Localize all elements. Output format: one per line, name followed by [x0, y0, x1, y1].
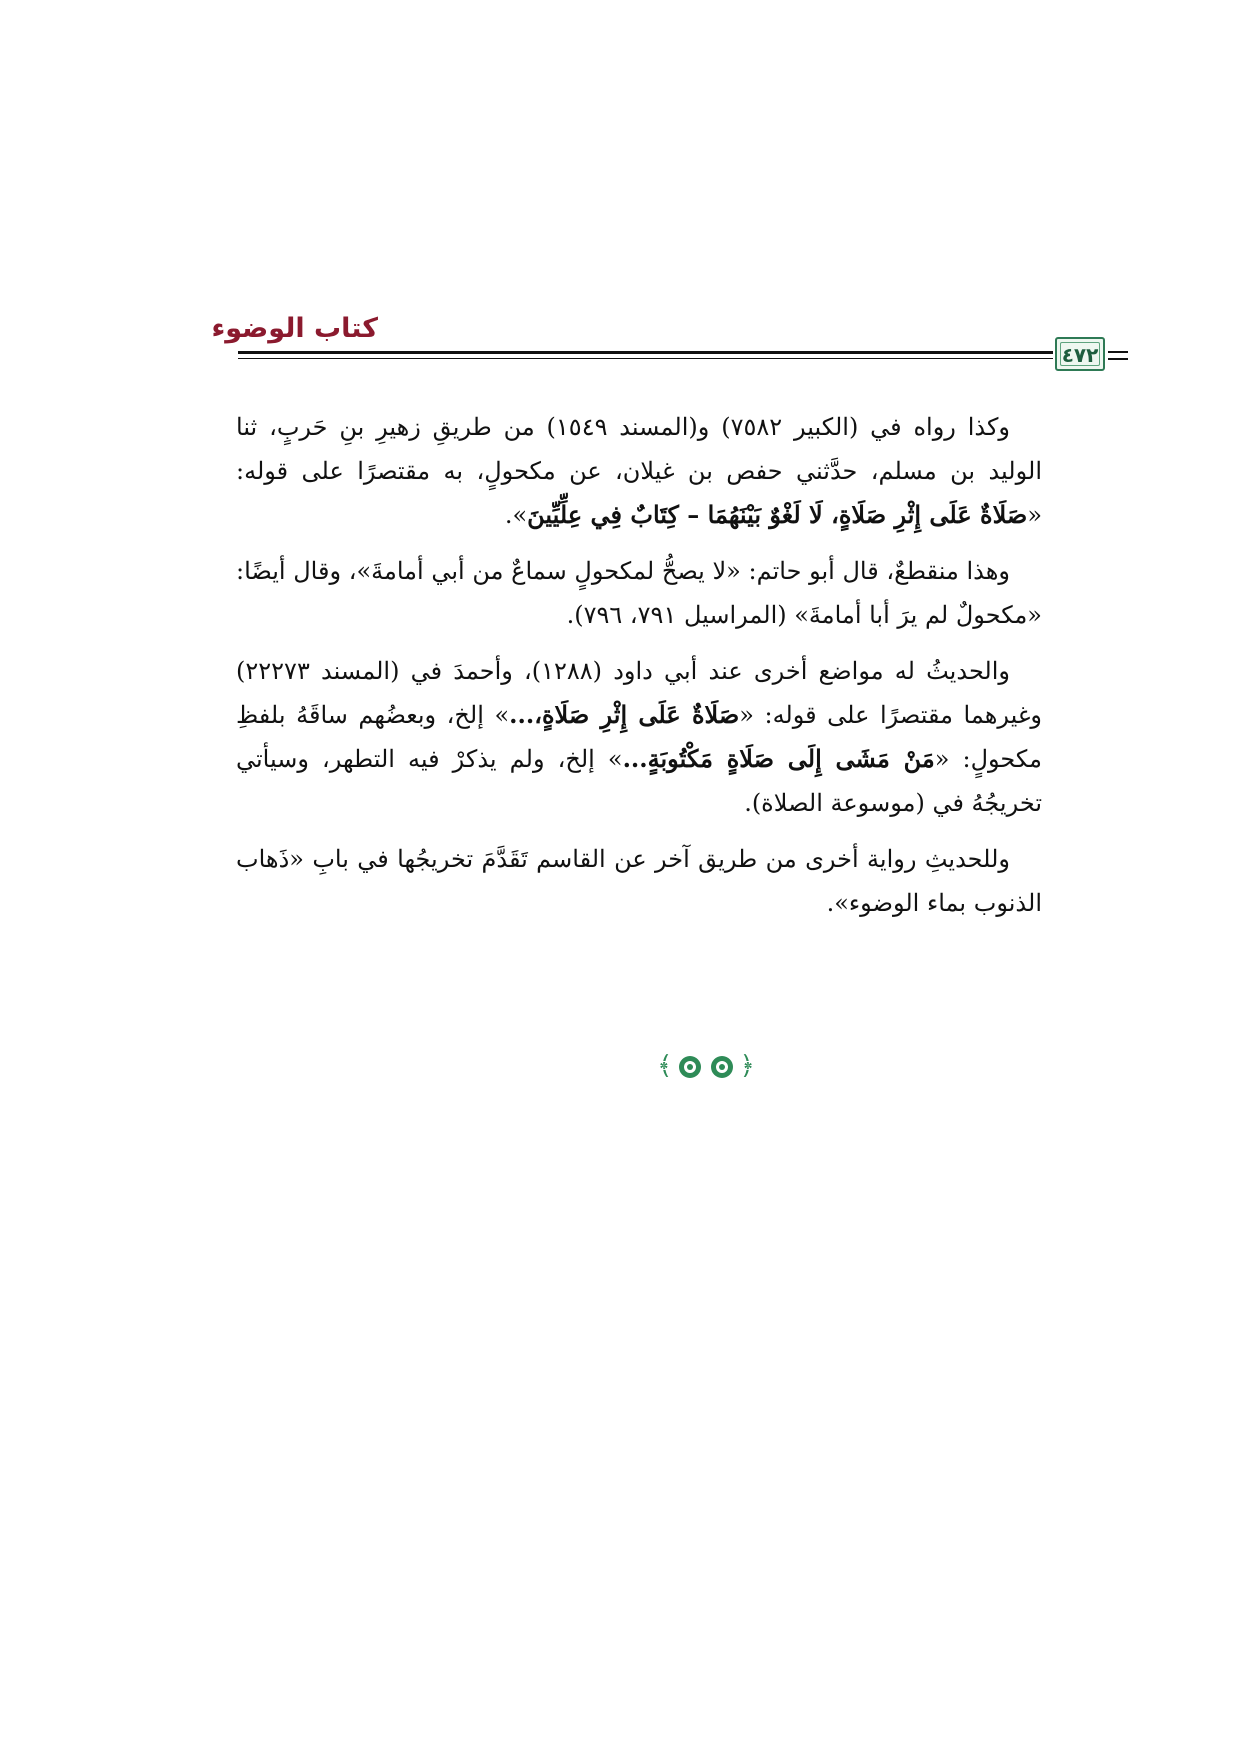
- hadith-quote: مَنْ مَشَى إِلَى صَلَاةٍ مَكْتُوبَةٍ...: [622, 744, 935, 773]
- text-segment: » إلخ، وبعضُهم ساقَهُ بلفظِ مكحولٍ: «: [236, 701, 1043, 773]
- ornament-curl-left-icon: ﴾: [657, 1051, 673, 1081]
- paragraph-4: [236, 837, 1042, 925]
- text-segment: وكذا رواه في (الكبير ٧٥٨٢) و(المسند ١٥٤٩) من طريقِ زهيرِ بنِ حَربٍ، ثنا الوليد بن مسلم، حدَّثني حفص بن غيلان، عن مكحولٍ، به مقتصرًا على قوله: «: [236, 413, 1042, 529]
- text-segment: وللحديثِ رواية أخرى من طريق آخر عن القاسم تَقَدَّمَ تخريجُها في بابِ «ذَهاب الذنوب بماء الوضوء».: [236, 845, 1042, 917]
- page-number-frame-icon: [1055, 337, 1105, 371]
- text-segment: » إلخ، ولم يذكرْ فيه التطهر، وسيأتي تخريجُهُ في (موسوعة الصلاة).: [236, 745, 1042, 817]
- ornament-flower-icon: [679, 1056, 701, 1078]
- paragraph-3: [236, 649, 1042, 825]
- text-segment: وهذا منقطعٌ، قال أبو حاتم: «لا يصحُّ لمكحولٍ سماعٌ من أبي أمامةَ»، وقال أيضًا: «مكحولٌ لم يرَ أبا أمامةَ» (المراسيل ٧٩١، ٧٩٦).: [236, 557, 1042, 629]
- header-rule-left-bottom: [1108, 358, 1128, 360]
- body-text: [236, 405, 1042, 937]
- text-segment: ».: [504, 501, 528, 529]
- header-rule-left-top: [1108, 351, 1128, 353]
- header-rule-thick: [238, 351, 1053, 354]
- hadith-quote: صَلَاةٌ عَلَى إِثْرِ صَلَاةٍ،...: [509, 700, 740, 729]
- ornament-curl-right-icon: ﴿: [739, 1051, 755, 1081]
- section-end-ornament-icon: [646, 1051, 766, 1085]
- hadith-quote: صَلَاةٌ عَلَى إِثْرِ صَلَاةٍ، لَا لَغْوٌ بَيْنَهُمَا – كِتَابٌ فِي عِلِّيِّينَ: [527, 500, 1028, 529]
- paragraph-2: [236, 549, 1042, 637]
- page-number: ٤٧٢: [1061, 343, 1099, 367]
- paragraph-1: [236, 405, 1042, 537]
- ornament-flower-icon: [711, 1056, 733, 1078]
- chapter-title: كتاب الوضوء: [211, 313, 378, 344]
- header-rule-thin: [238, 358, 1053, 359]
- text-segment: والحديثُ له مواضع أخرى عند أبي داود (١٢٨٨)، وأحمدَ في (المسند ٢٢٢٧٣) وغيرهما مقتصرًا على قوله: «: [236, 657, 1042, 729]
